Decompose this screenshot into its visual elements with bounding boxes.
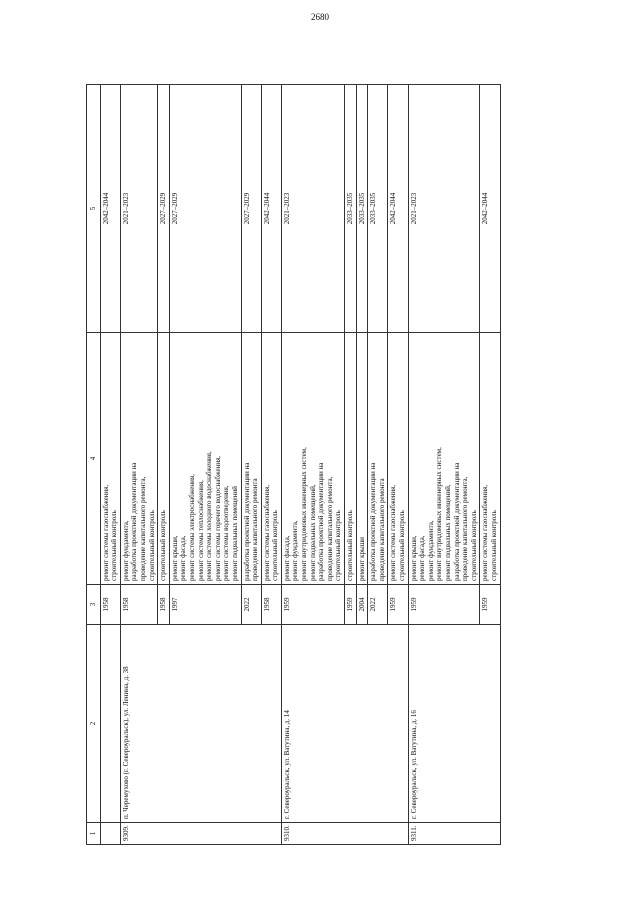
cell-work-types: ремонт фасада, ремонт фундамента, ремонт внутридомовых инженерных систем, ремонт подвальных помещений, разработка проектной документации на проведение капитального ремонта, строительный контроль xyxy=(281,333,344,585)
cell-period: 2027–2029 xyxy=(241,85,261,333)
cell-number: 9309. xyxy=(120,823,281,845)
cell-number xyxy=(100,823,120,845)
cell-year: 1958 xyxy=(158,585,170,625)
cell-address xyxy=(100,625,120,823)
cell-year: 1959 xyxy=(281,585,344,625)
cell-work-types: разработка проектной документации на проведение капитального ремонта xyxy=(241,333,261,585)
cell-year: 1997 xyxy=(169,585,241,625)
cell-work-types: ремонт системы газоснабжения, строительный контроль xyxy=(388,333,408,585)
column-header: 2 xyxy=(87,625,101,823)
table-header-row xyxy=(87,85,101,845)
cell-year: 1959 xyxy=(408,585,480,625)
cell-work-types: разработка проектной документации на проведение капитального ремонта xyxy=(368,333,388,585)
table-row xyxy=(281,85,344,845)
cell-year: 2022 xyxy=(368,585,388,625)
cell-work-types: строительный контроль xyxy=(158,333,170,585)
page-number: 2680 xyxy=(311,12,329,22)
cell-period: 2033–2035 xyxy=(345,85,357,333)
cell-period: 2033–2035 xyxy=(356,85,368,333)
column-header: 5 xyxy=(87,85,101,333)
cell-period: 2042–2044 xyxy=(261,85,281,333)
table-row xyxy=(408,85,480,845)
column-header: 3 xyxy=(87,585,101,625)
cell-number: 9311. xyxy=(408,823,500,845)
table-body xyxy=(87,85,501,845)
cell-period: 2021–2023 xyxy=(281,85,344,333)
cell-address: п. Черемухово (г. Североуральск), ул. Ленина, д. 38 xyxy=(120,625,281,823)
repair-schedule-table xyxy=(86,84,501,845)
table-row xyxy=(100,85,120,845)
cell-year: 2022 xyxy=(241,585,261,625)
cell-work-types: ремонт системы газоснабжения, строительный контроль xyxy=(480,333,500,585)
cell-period: 2027–2029 xyxy=(169,85,241,333)
cell-work-types: ремонт крыши xyxy=(356,333,368,585)
column-header: 1 xyxy=(87,823,101,845)
cell-period: 2042–2044 xyxy=(388,85,408,333)
cell-year: 1958 xyxy=(261,585,281,625)
table-row xyxy=(120,85,157,845)
cell-year: 1959 xyxy=(345,585,357,625)
cell-work-types: ремонт системы газоснабжения, строительный контроль xyxy=(100,333,120,585)
cell-work-types: строительный контроль xyxy=(345,333,357,585)
cell-year: 1959 xyxy=(388,585,408,625)
cell-period: 2042–2044 xyxy=(100,85,120,333)
cell-period: 2033–2035 xyxy=(368,85,388,333)
cell-number: 9310. xyxy=(281,823,408,845)
cell-work-types: ремонт системы газоснабжения, строительный контроль xyxy=(261,333,281,585)
rotated-table-container xyxy=(86,85,601,845)
cell-work-types: ремонт фундамента, разработка проектной документации на проведение капитального ремонта, строительный контроль xyxy=(120,333,157,585)
cell-address: г. Североуральск, ул. Ватутина, д. 16 xyxy=(408,625,500,823)
cell-year: 1958 xyxy=(100,585,120,625)
cell-period: 2021–2023 xyxy=(120,85,157,333)
cell-period: 2042–2044 xyxy=(480,85,500,333)
cell-address: г. Североуральск, ул. Ватутина, д. 14 xyxy=(281,625,408,823)
cell-work-types: ремонт крыши, ремонт фасада, ремонт фундамента, ремонт внутридомовых инженерных систем, ремонт подвальных помещений, разработка проектной документации на проведение капитального ремонта, строительный контроль xyxy=(408,333,480,585)
cell-work-types: ремонт крыши, ремонт фасада, ремонт системы электроснабжения, ремонт системы теплоснабжения, ремонт системы холодного водоснабжения, ремонт системы горячего водоснабжения, ремонт системы водоотведения, ремонт подвальных помещений xyxy=(169,333,241,585)
column-header: 4 xyxy=(87,333,101,585)
cell-year: 1959 xyxy=(480,585,500,625)
cell-period: 2027–2029 xyxy=(158,85,170,333)
cell-year: 1958 xyxy=(120,585,157,625)
cell-year: 2004 xyxy=(356,585,368,625)
cell-period: 2021–2023 xyxy=(408,85,480,333)
